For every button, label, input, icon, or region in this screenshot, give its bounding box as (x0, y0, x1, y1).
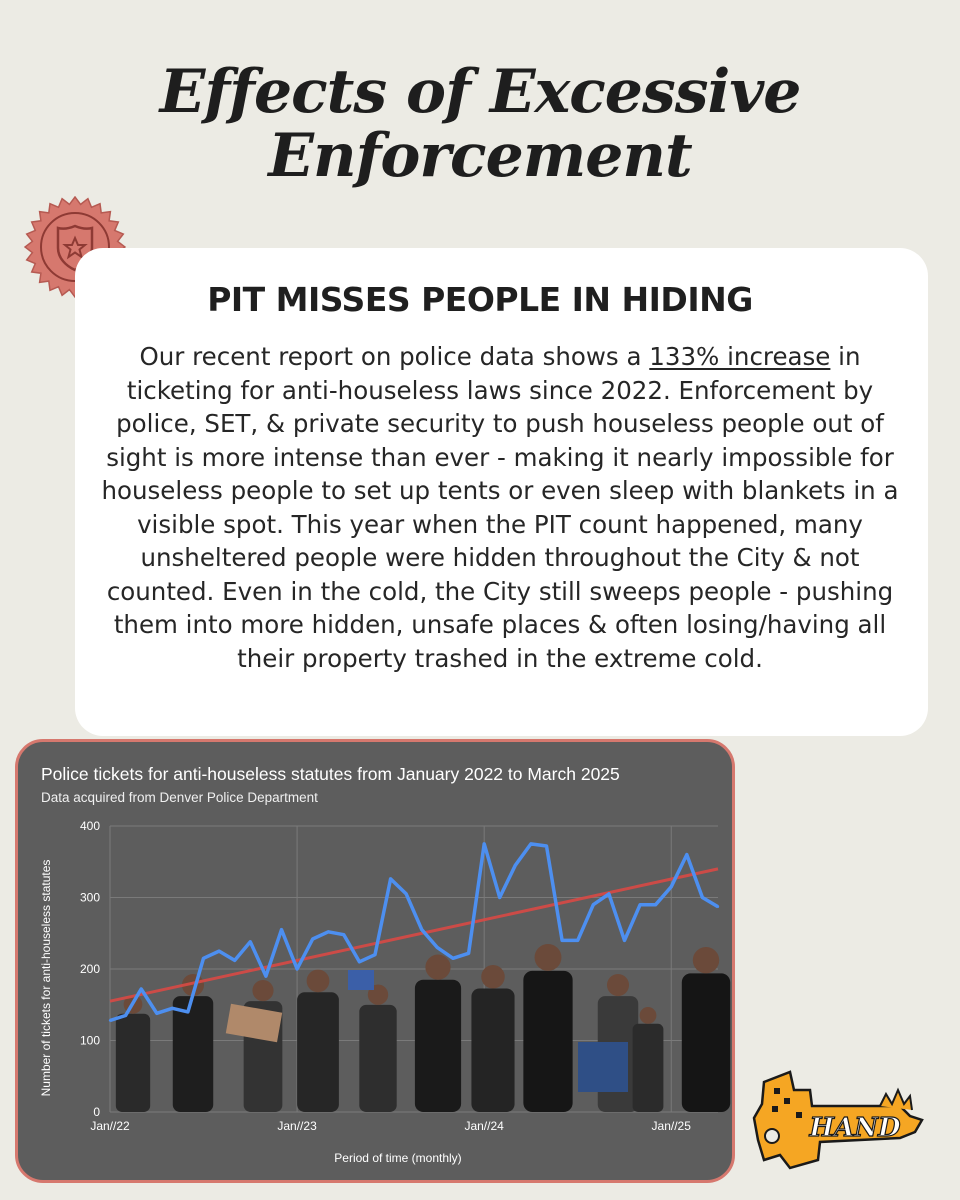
page-title (0, 57, 960, 191)
data-point (608, 893, 610, 895)
data-point (234, 959, 236, 961)
data-point (296, 968, 298, 970)
data-point (327, 931, 329, 933)
person-silhouette (116, 1014, 150, 1112)
data-point (374, 954, 376, 956)
data-point (187, 1011, 189, 1013)
body-text-start: Our recent report on police data shows a (139, 342, 650, 371)
data-point (358, 961, 360, 963)
chart-series (109, 843, 719, 1022)
y-tick-label: 400 (79, 819, 100, 833)
data-point (249, 941, 251, 943)
highlight-statistic: 133% increase (649, 342, 831, 371)
title-line-2: Enforcement (268, 121, 692, 191)
person-silhouette (173, 996, 213, 1112)
title-line-1: Effects of Excessive (159, 57, 801, 127)
data-point (467, 952, 469, 954)
data-point (514, 864, 516, 866)
data-point (109, 1019, 111, 1021)
data-point (124, 1014, 126, 1016)
x-axis-ticks (90, 1119, 691, 1133)
y-axis-label: Number of tickets for anti-houseless statutes (39, 859, 53, 1097)
data-point (265, 975, 267, 977)
data-point (561, 939, 563, 941)
y-tick-label: 300 (79, 890, 100, 905)
data-point (140, 988, 142, 990)
y-tick-label: 100 (79, 1033, 100, 1048)
person-head (607, 974, 629, 996)
data-point (202, 957, 204, 959)
person-silhouette (297, 992, 339, 1112)
data-point (452, 957, 454, 959)
data-point (654, 903, 656, 905)
person-head (252, 980, 273, 1001)
chart-panel (15, 739, 735, 1183)
person-silhouette (415, 980, 461, 1112)
data-point (436, 946, 438, 948)
blue-box (348, 970, 374, 990)
person-head (535, 944, 562, 971)
logo-text: HAND (809, 1113, 901, 1143)
y-tick-label: 200 (79, 962, 100, 976)
data-point (576, 939, 578, 941)
chart-subtitle: Data acquired from Denver Police Department (41, 790, 318, 805)
x-tick-label: Jan//24 (464, 1119, 504, 1133)
data-point (389, 878, 391, 880)
person-head (425, 955, 450, 980)
data-point (545, 845, 547, 847)
card-heading: PIT MISSES PEOPLE IN HIDING (207, 280, 753, 319)
person-head (693, 947, 719, 973)
y-tick-label: 0 (93, 1105, 100, 1119)
data-point (701, 896, 703, 898)
x-tick-label: Jan//23 (277, 1119, 317, 1133)
person-head (481, 965, 505, 989)
data-point (670, 886, 672, 888)
data-point (639, 903, 641, 905)
hand-key-logo (750, 1060, 930, 1180)
data-point (171, 1007, 173, 1009)
card-body-text (100, 340, 900, 675)
blue-tarp (578, 1042, 628, 1092)
x-tick-label: Jan//22 (90, 1119, 130, 1133)
data-point (592, 903, 594, 905)
chart-title: Police tickets for anti-houseless statutes from January 2022 to March 2025 (41, 764, 620, 784)
y-axis-ticks (80, 819, 100, 1119)
data-point (483, 843, 485, 845)
x-axis-label: Period of time (monthly) (334, 1151, 462, 1165)
person-silhouette (682, 973, 730, 1112)
person-head (640, 1007, 657, 1024)
person-head (307, 970, 330, 993)
data-point (156, 1012, 158, 1014)
data-point (405, 893, 407, 895)
data-point (218, 950, 220, 952)
body-text-rest: in ticketing for anti-houseless laws since 2022. Enforcement by police, SET, & private security to push houseless people out of sight is more intense than ever - making it nearly impossible for houseless people to set up tents or even sleep with blankets in a visible spot. This year when the PIT count happened, many unsheltered people were hidden throughout the City & not counted. Even in the cold, the City still sweeps people - pushing them into more hidden, unsafe places & often losing/having all their property trashed in the extreme cold. (101, 342, 899, 673)
person-silhouette (633, 1024, 664, 1112)
data-point (623, 939, 625, 941)
data-point (686, 853, 688, 855)
data-point (717, 906, 719, 908)
person-silhouette (471, 989, 514, 1112)
person-silhouette (359, 1005, 396, 1112)
person-silhouette (523, 971, 572, 1112)
data-point (311, 938, 313, 940)
data-point (421, 928, 423, 930)
data-point (343, 933, 345, 935)
series-line-tickets (110, 844, 718, 1021)
x-tick-label: Jan//25 (651, 1119, 691, 1133)
data-point (499, 896, 501, 898)
data-point (530, 843, 532, 845)
ticket-line-chart (18, 742, 732, 1180)
data-point (280, 928, 282, 930)
